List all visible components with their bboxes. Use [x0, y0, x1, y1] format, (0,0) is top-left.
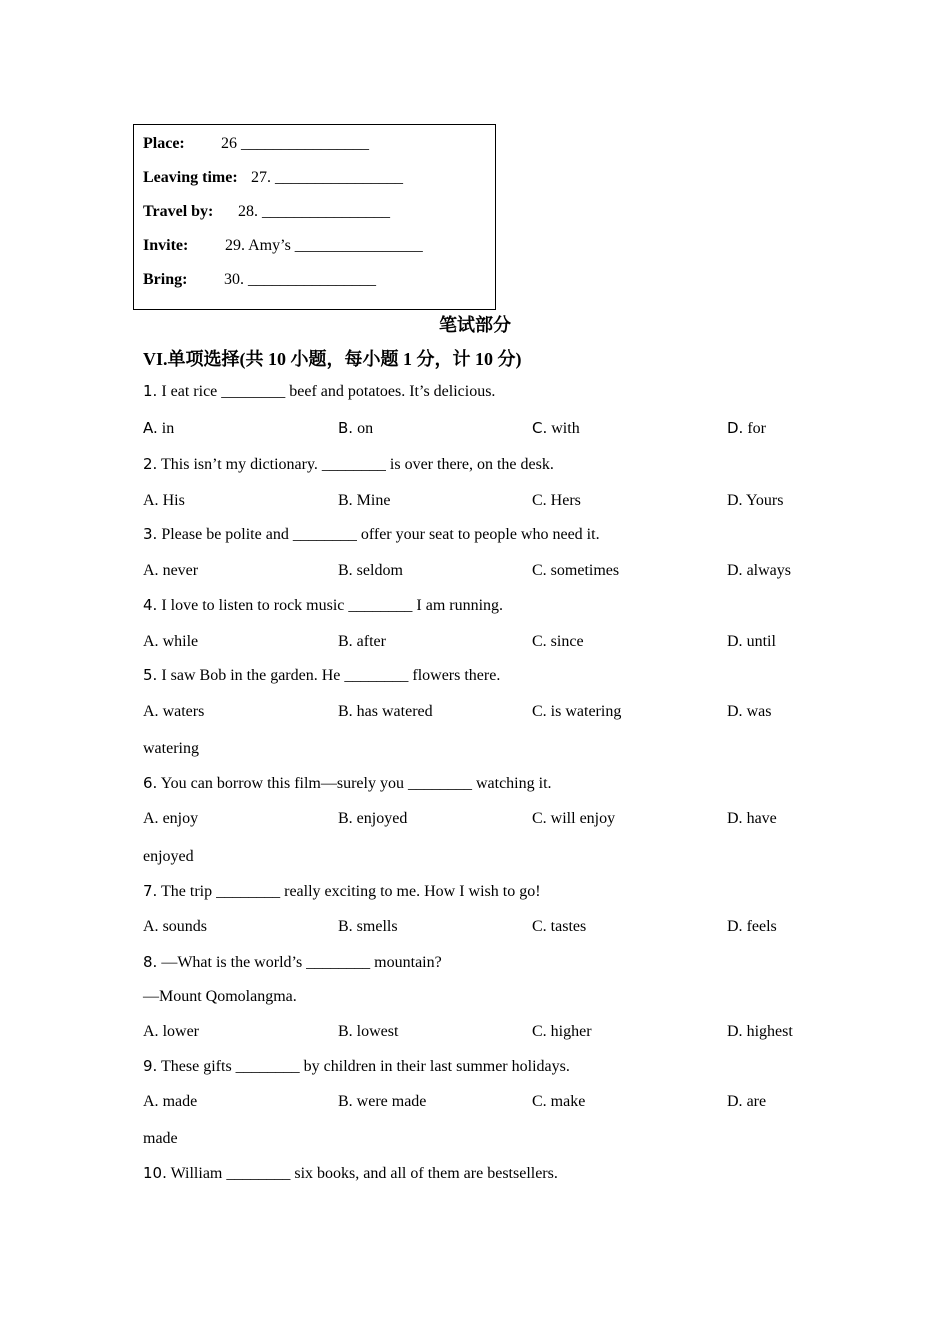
question-4 — [143, 596, 503, 615]
option-2b[interactable]: B. Mine — [338, 492, 391, 509]
question-number: 10. — [143, 1164, 167, 1182]
option-6a[interactable]: A. enjoy — [143, 810, 199, 827]
option-7c[interactable]: C. tastes — [532, 918, 587, 935]
question-number: 3. — [143, 525, 158, 543]
option-1d[interactable]: D. for — [727, 419, 766, 437]
question-number: 8. — [143, 953, 158, 971]
option-4b[interactable]: B. after — [338, 633, 386, 650]
question-text: This isn’t my dictionary. ________ is over there, on the desk. — [161, 456, 554, 473]
question-text: I love to listen to rock music ________ I am running. — [161, 597, 504, 614]
question-number: 6. — [143, 774, 158, 792]
question-number: 2. — [143, 455, 158, 473]
question-9 — [143, 1057, 570, 1076]
question-number: 1. — [143, 382, 158, 400]
question-text: These gifts ________ by children in their last summer holidays. — [161, 1058, 570, 1075]
section-heading: VI.单项选择(共 10 小题，每小题 1 分，计 10 分) — [143, 349, 522, 369]
form-label-travel-by: Travel by: — [143, 203, 214, 220]
question-6 — [143, 774, 552, 793]
option-6c[interactable]: C. will enjoy — [532, 810, 616, 827]
option-9b[interactable]: B. were made — [338, 1093, 427, 1110]
option-8b[interactable]: B. lowest — [338, 1023, 399, 1040]
question-text: You can borrow this film—surely you ________ watching it. — [160, 775, 552, 792]
option-5b[interactable]: B. has watered — [338, 703, 433, 720]
option-6d-wrap: enjoyed — [143, 848, 194, 865]
form-label-bring: Bring: — [143, 271, 188, 288]
option-8c[interactable]: C. higher — [532, 1023, 592, 1040]
option-5d[interactable]: D. was — [727, 703, 772, 720]
option-3d[interactable]: D. always — [727, 562, 791, 579]
question-number: 4. — [143, 596, 158, 614]
option-1c[interactable]: C. with — [532, 419, 580, 437]
form-value-bring: 30. ________________ — [224, 271, 376, 288]
option-8d[interactable]: D. highest — [727, 1023, 793, 1040]
question-1 — [143, 382, 495, 401]
option-1a[interactable]: A. in — [143, 419, 175, 437]
option-4a[interactable]: A. while — [143, 633, 199, 650]
option-6b[interactable]: B. enjoyed — [338, 810, 408, 827]
form-value-leaving-time: 27. ________________ — [251, 169, 403, 186]
question-2 — [143, 455, 554, 474]
option-8a[interactable]: A. lower — [143, 1023, 199, 1040]
option-7a[interactable]: A. sounds — [143, 918, 208, 935]
question-3 — [143, 525, 600, 544]
question-text: I saw Bob in the garden. He ________ flowers there. — [161, 667, 501, 684]
question-text: Please be polite and ________ offer your seat to people who need it. — [161, 526, 600, 543]
written-section-title: 笔试部分 — [439, 315, 511, 335]
question-10 — [143, 1164, 558, 1183]
option-3b[interactable]: B. seldom — [338, 562, 403, 579]
form-label-place: Place: — [143, 135, 185, 152]
question-number: 5. — [143, 666, 158, 684]
option-3c[interactable]: C. sometimes — [532, 562, 620, 579]
question-text: I eat rice ________ beef and potatoes. It’s delicious. — [161, 383, 496, 400]
form-value-place: 26 ________________ — [221, 135, 369, 152]
option-2d[interactable]: D. Yours — [727, 492, 784, 509]
question-number: 7. — [143, 882, 158, 900]
form-label-leaving-time: Leaving time: — [143, 169, 238, 186]
option-2c[interactable]: C. Hers — [532, 492, 581, 509]
question-text: The trip ________ really exciting to me. How I wish to go! — [161, 883, 541, 900]
option-3a[interactable]: A. never — [143, 562, 199, 579]
question-text: William ________ six books, and all of them are bestsellers. — [170, 1165, 558, 1182]
question-number: 9. — [143, 1057, 158, 1075]
option-9c[interactable]: C. make — [532, 1093, 586, 1110]
option-4d[interactable]: D. until — [727, 633, 776, 650]
option-7b[interactable]: B. smells — [338, 918, 398, 935]
option-9d-wrap: made — [143, 1130, 178, 1147]
option-1b[interactable]: B. on — [338, 419, 374, 437]
question-8 — [143, 953, 442, 972]
option-7d[interactable]: D. feels — [727, 918, 777, 935]
option-4c[interactable]: C. since — [532, 633, 584, 650]
option-2a[interactable]: A. His — [143, 492, 185, 509]
form-value-invite: 29. Amy’s ________________ — [225, 237, 423, 254]
form-value-travel-by: 28. ________________ — [238, 203, 390, 220]
option-9a[interactable]: A. made — [143, 1093, 198, 1110]
form-label-invite: Invite: — [143, 237, 189, 254]
option-5a[interactable]: A. waters — [143, 703, 205, 720]
option-5d-wrap: watering — [143, 740, 199, 757]
question-7 — [143, 882, 541, 901]
option-9d[interactable]: D. are — [727, 1093, 767, 1110]
question-8-answer-line: —Mount Qomolangma. — [143, 988, 297, 1005]
option-6d[interactable]: D. have — [727, 810, 777, 827]
question-text: —What is the world’s ________ mountain? — [161, 954, 442, 971]
option-5c[interactable]: C. is watering — [532, 703, 622, 720]
question-5 — [143, 666, 500, 685]
